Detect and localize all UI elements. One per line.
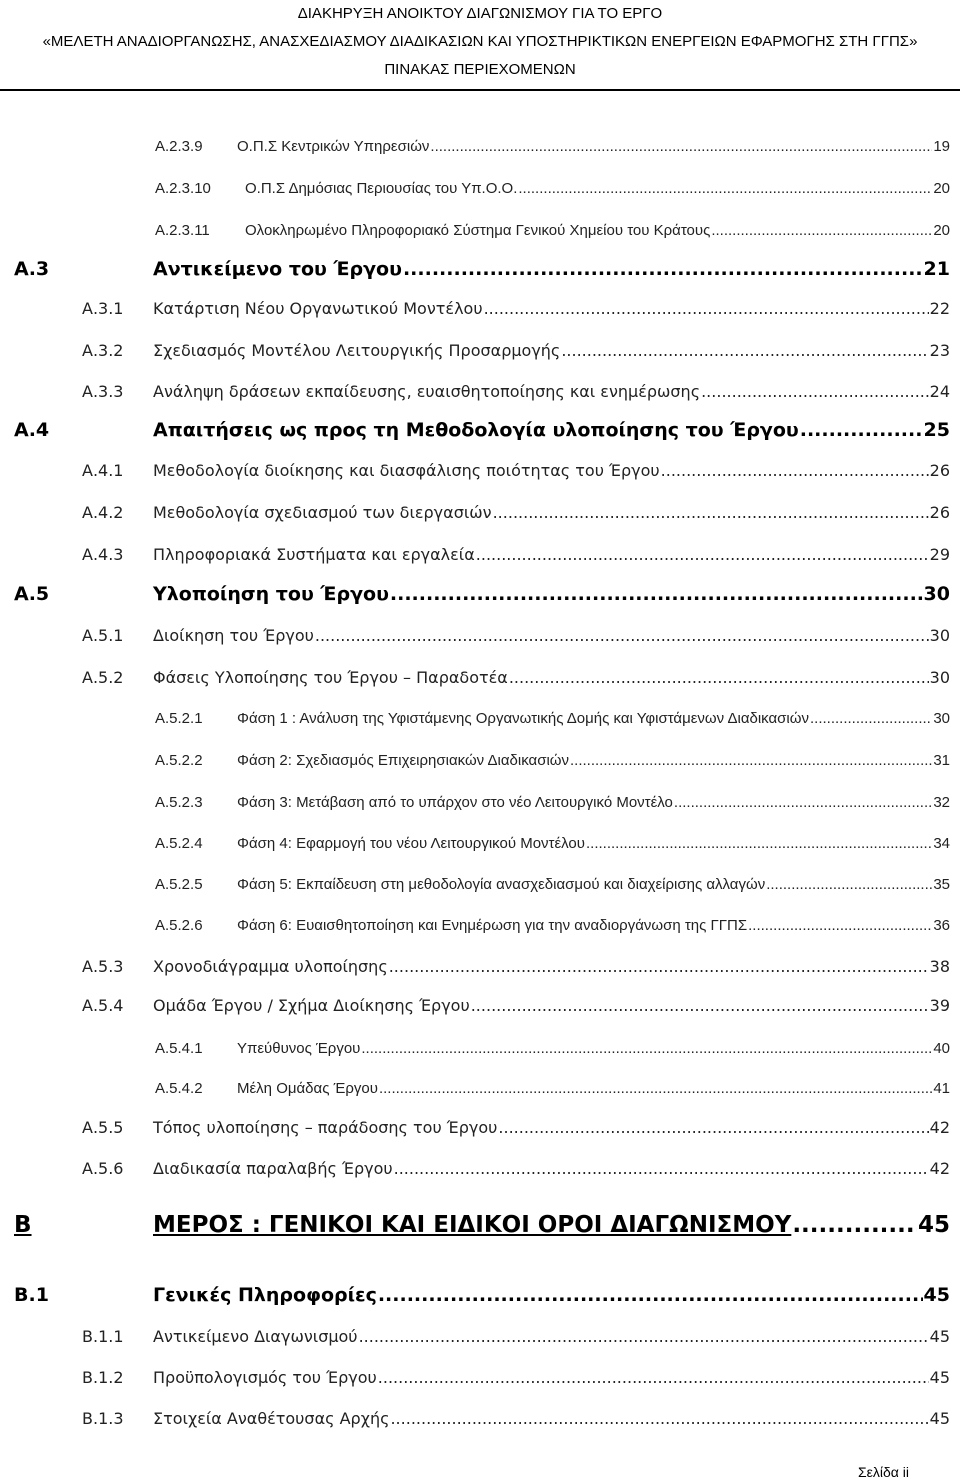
toc-entry-number: Β.1.1 bbox=[82, 1327, 124, 1346]
toc-dot-leader bbox=[390, 1409, 928, 1428]
toc-entry-number: Α.5.4.1 bbox=[155, 1040, 203, 1057]
toc-dot-leader bbox=[586, 835, 932, 852]
toc-entry[interactable] bbox=[14, 1212, 950, 1238]
toc-dot-leader bbox=[509, 668, 929, 687]
toc-entry[interactable] bbox=[155, 1080, 950, 1097]
toc-entry[interactable] bbox=[82, 1368, 950, 1387]
toc-entry-number: Α.3.3 bbox=[82, 382, 124, 401]
toc-dot-leader bbox=[518, 180, 932, 197]
document-header bbox=[0, 0, 960, 84]
toc-entry[interactable] bbox=[82, 1409, 950, 1428]
toc-entry-title: Πληροφοριακά Συστήματα και εργαλεία bbox=[153, 545, 475, 564]
toc-entry-page: 20 bbox=[933, 180, 950, 197]
toc-dot-leader bbox=[389, 957, 929, 976]
toc-dot-leader bbox=[378, 1368, 929, 1387]
toc-entry-title: Διοίκηση του Έργου bbox=[153, 626, 314, 645]
toc-dot-leader bbox=[674, 794, 932, 811]
toc-entry-page: 30 bbox=[923, 583, 950, 605]
toc-entry-title: Ανάληψη δράσεων εκπαίδευσης, ευαισθητοποίησης και ενημέρωσης bbox=[153, 382, 701, 401]
toc-entry-page: 38 bbox=[929, 957, 950, 976]
toc-entry-title: Φάση 6: Ευαισθητοποίηση και Ενημέρωση για την αναδιοργάνωση της ΓΓΠΣ bbox=[237, 917, 748, 934]
toc-dot-leader bbox=[484, 299, 929, 318]
toc-entry-number: Α.2.3.11 bbox=[155, 222, 210, 239]
toc-entry-title: Φάσεις Υλοποίησης του Έργου – Παραδοτέα bbox=[153, 668, 508, 687]
toc-entry[interactable] bbox=[82, 996, 950, 1015]
toc-entry-number: Α.5.5 bbox=[82, 1118, 124, 1137]
header-line-2: «ΜΕΛΕΤΗ ΑΝΑΔΙΟΡΓΑΝΩΣΗΣ, ΑΝΑΣΧΕΔΙΑΣΜΟΥ ΔΙΑΔΙΚΑΣΙΩΝ ΚΑΙ ΥΠΟΣΤΗΡΙΚΤΙΚΩΝ ΕΝΕΡΓΕΙΩΝ ΕΦΑΡΜΟΓΗΣ ΣΤΗ ΓΓΠΣ» bbox=[42, 33, 918, 50]
toc-entry[interactable] bbox=[82, 1118, 950, 1137]
toc-entry-page: 39 bbox=[929, 996, 950, 1015]
toc-dot-leader bbox=[471, 996, 929, 1015]
toc-entry-page: 26 bbox=[929, 503, 950, 522]
toc-entry-number: Α.2.3.10 bbox=[155, 180, 211, 197]
toc-entry-title: Γενικές Πληροφορίες bbox=[153, 1284, 377, 1306]
toc-entry-title: Μεθοδολογία σχεδιασμού των διεργασιών bbox=[153, 503, 492, 522]
toc-entry-page: 21 bbox=[923, 258, 950, 280]
toc-entry[interactable] bbox=[82, 461, 950, 480]
toc-entry-number: Α.3.2 bbox=[82, 341, 124, 360]
toc-entry-title: Κατάρτιση Νέου Οργανωτικού Μοντέλου bbox=[153, 299, 483, 318]
toc-entry[interactable] bbox=[155, 222, 950, 239]
toc-dot-leader bbox=[711, 222, 932, 239]
toc-dot-leader bbox=[378, 1284, 923, 1306]
toc-entry-page: 45 bbox=[929, 1368, 950, 1387]
toc-dot-leader bbox=[570, 752, 932, 769]
toc-entry-page: 45 bbox=[923, 1284, 950, 1306]
toc-entry-number: Α.5.3 bbox=[82, 957, 124, 976]
toc-dot-leader bbox=[748, 917, 932, 934]
toc-entry-page: 20 bbox=[933, 222, 950, 239]
toc-entry-page: 34 bbox=[933, 835, 950, 852]
toc-entry-number: Β.1 bbox=[14, 1284, 49, 1306]
toc-entry[interactable] bbox=[82, 382, 950, 401]
toc-entry-number: Α.4.3 bbox=[82, 545, 124, 564]
toc-dot-leader bbox=[361, 1040, 932, 1057]
toc-entry[interactable] bbox=[155, 876, 950, 893]
toc-entry-title: ΜΕΡΟΣ : ΓΕΝΙΚΟΙ ΚΑΙ ΕΙΔΙΚΟΙ ΟΡΟΙ ΔΙΑΓΩΝΙΣΜΟΥ bbox=[153, 1212, 792, 1238]
toc-entry-page: 23 bbox=[929, 341, 950, 360]
toc-entry-page: 30 bbox=[929, 668, 950, 687]
toc-entry-title: Τόπος υλοποίησης – παράδοσης του Έργου bbox=[153, 1118, 498, 1137]
toc-entry[interactable] bbox=[155, 180, 950, 197]
toc-entry-title: Μέλη Ομάδας Έργου bbox=[237, 1080, 378, 1097]
toc-entry-number: Α.5.2.2 bbox=[155, 752, 203, 769]
toc-dot-leader bbox=[561, 341, 928, 360]
toc-entry-page: 35 bbox=[933, 876, 950, 893]
toc-entry-number: Α.5.2 bbox=[82, 668, 124, 687]
toc-entry-title: Φάση 1 : Ανάλυση της Υφιστάμενης Οργανωτικής Δομής και Υφιστάμενων Διαδικασιών bbox=[237, 710, 809, 727]
toc-entry-number: Α.5.4 bbox=[82, 996, 124, 1015]
page-number-footer: Σελίδα ii bbox=[858, 1464, 910, 1480]
toc-entry-page: 25 bbox=[923, 419, 950, 441]
toc-entry-page: 29 bbox=[929, 545, 950, 564]
toc-entry-title: Ο.Π.Σ Δημόσιας Περιουσίας του Υπ.Ο.Ο. bbox=[245, 180, 518, 197]
toc-entry-page: 45 bbox=[929, 1327, 950, 1346]
toc-entry-number: Α.2.3.9 bbox=[155, 138, 203, 155]
toc-entry-page: 32 bbox=[933, 794, 950, 811]
toc-entry[interactable] bbox=[14, 258, 950, 280]
toc-entry-title: Υλοποίηση του Έργου bbox=[153, 583, 389, 605]
toc-entry[interactable] bbox=[82, 545, 950, 564]
toc-entry-number: Α.5.6 bbox=[82, 1159, 124, 1178]
toc-entry-title: Απαιτήσεις ως προς τη Μεθοδολογία υλοποίησης του Έργου bbox=[153, 419, 799, 441]
toc-entry[interactable] bbox=[82, 299, 950, 318]
toc-entry-number: Α.5 bbox=[14, 583, 50, 605]
toc-entry[interactable] bbox=[14, 583, 950, 605]
toc-dot-leader bbox=[766, 876, 932, 893]
toc-entry[interactable] bbox=[155, 794, 950, 811]
toc-entry-title: Φάση 3: Μετάβαση από το υπάρχον στο νέο Λειτουργικό Μοντέλο bbox=[237, 794, 673, 811]
toc-dot-leader bbox=[476, 545, 929, 564]
toc-entry-page: 26 bbox=[929, 461, 950, 480]
toc-entry[interactable] bbox=[155, 710, 950, 727]
toc-dot-leader bbox=[792, 1212, 917, 1238]
toc-entry[interactable] bbox=[82, 341, 950, 360]
toc-entry-page: 41 bbox=[933, 1080, 950, 1097]
toc-entry-title: Σχεδιασμός Μοντέλου Λειτουργικής Προσαρμογής bbox=[153, 341, 561, 360]
toc-entry-page: 45 bbox=[917, 1212, 950, 1238]
toc-entry-number: Α.4.2 bbox=[82, 503, 124, 522]
toc-dot-leader bbox=[394, 1159, 929, 1178]
toc-entry-title: Υπεύθυνος Έργου bbox=[237, 1040, 361, 1057]
toc-dot-leader bbox=[390, 583, 923, 605]
toc-entry[interactable] bbox=[155, 752, 950, 769]
toc-entry-title: Ομάδα Έργου / Σχήμα Διοίκησης Έργου bbox=[153, 996, 470, 1015]
toc-entry-number: Β.1.2 bbox=[82, 1368, 124, 1387]
toc-entry-title: Ο.Π.Σ Κεντρικών Υπηρεσιών bbox=[237, 138, 430, 155]
toc-entry-title: Μεθοδολογία διοίκησης και διασφάλισης ποιότητας του Έργου bbox=[153, 461, 660, 480]
toc-dot-leader bbox=[315, 626, 929, 645]
toc-entry-title: Χρονοδιάγραμμα υλοποίησης bbox=[153, 957, 388, 976]
toc-dot-leader bbox=[493, 503, 929, 522]
toc-entry-title: Προϋπολογισμός του Έργου bbox=[153, 1368, 377, 1387]
toc-entry-number: Β bbox=[14, 1212, 32, 1238]
toc-entry-number: Α.3.1 bbox=[82, 299, 124, 318]
toc-entry-number: Α.5.1 bbox=[82, 626, 124, 645]
toc-entry-number: Α.5.2.1 bbox=[155, 710, 203, 727]
toc-entry-page: 42 bbox=[929, 1159, 950, 1178]
toc-entry[interactable] bbox=[82, 957, 950, 976]
toc-entry-page: 42 bbox=[929, 1118, 950, 1137]
toc-entry-title: Φάση 5: Εκπαίδευση στη μεθοδολογία ανασχεδιασμού και διαχείρισης αλλαγών bbox=[237, 876, 766, 893]
toc-entry[interactable] bbox=[155, 917, 950, 934]
toc-entry-page: 30 bbox=[933, 710, 950, 727]
toc-entry-page: 40 bbox=[933, 1040, 950, 1057]
toc-entry-number: Α.3 bbox=[14, 258, 50, 280]
toc-entry-number: Β.1.3 bbox=[82, 1409, 124, 1428]
toc-entry-number: Α.4 bbox=[14, 419, 50, 441]
toc-entry-number: Α.5.4.2 bbox=[155, 1080, 203, 1097]
toc-entry-page: 24 bbox=[929, 382, 950, 401]
toc-entry-title: Αντικείμενο Διαγωνισμού bbox=[153, 1327, 358, 1346]
toc-entry[interactable] bbox=[82, 668, 950, 687]
toc-entry-number: Α.5.2.6 bbox=[155, 917, 203, 934]
toc-entry-number: Α.5.2.5 bbox=[155, 876, 203, 893]
toc-entry[interactable] bbox=[82, 1159, 950, 1178]
header-line-1: ΔΙΑΚΗΡΥΞΗ ΑΝΟΙΚΤΟΥ ΔΙΑΓΩΝΙΣΜΟΥ ΓΙΑ ΤΟ ΕΡΓΟ bbox=[297, 5, 663, 22]
toc-entry-title: Φάση 4: Εφαρμογή του νέου Λειτουργικού Μοντέλου bbox=[237, 835, 585, 852]
toc-entry-number: Α.5.2.4 bbox=[155, 835, 203, 852]
toc-dot-leader bbox=[403, 258, 923, 280]
toc-dot-leader bbox=[359, 1327, 929, 1346]
toc-dot-leader bbox=[810, 710, 932, 727]
toc-entry[interactable] bbox=[155, 835, 950, 852]
toc-entry[interactable] bbox=[82, 503, 950, 522]
toc-entry-title: Ολοκληρωμένο Πληροφοριακό Σύστημα Γενικού Χημείου του Κράτους bbox=[245, 222, 711, 239]
toc-entry-title: Αντικείμενο του Έργου bbox=[153, 258, 402, 280]
toc-entry-number: Α.4.1 bbox=[82, 461, 124, 480]
toc-entry-page: 22 bbox=[929, 299, 950, 318]
toc-entry-number: Α.5.2.3 bbox=[155, 794, 203, 811]
header-divider bbox=[0, 89, 960, 91]
toc-entry[interactable] bbox=[82, 626, 950, 645]
toc-dot-leader bbox=[498, 1118, 928, 1137]
toc-entry-page: 30 bbox=[929, 626, 950, 645]
toc-entry-title: Φάση 2: Σχεδιασμός Επιχειρησιακών Διαδικασιών bbox=[237, 752, 569, 769]
toc-dot-leader bbox=[800, 419, 923, 441]
toc-dot-leader bbox=[379, 1080, 932, 1097]
toc-entry-title: Στοιχεία Αναθέτουσας Αρχής bbox=[153, 1409, 390, 1428]
toc-entry[interactable] bbox=[155, 1040, 950, 1057]
toc-dot-leader bbox=[701, 382, 929, 401]
toc-entry[interactable] bbox=[82, 1327, 950, 1346]
toc-dot-leader bbox=[661, 461, 929, 480]
toc-entry[interactable] bbox=[155, 138, 950, 155]
header-toc-title: ΠΙΝΑΚΑΣ ΠΕΡΙΕΧΟΜΕΝΩΝ bbox=[384, 61, 576, 78]
toc-entry[interactable] bbox=[14, 1284, 950, 1306]
toc-entry-page: 31 bbox=[933, 752, 950, 769]
toc-entry-title: Διαδικασία παραλαβής Έργου bbox=[153, 1159, 393, 1178]
toc-dot-leader bbox=[430, 138, 932, 155]
toc-entry[interactable] bbox=[14, 419, 950, 441]
toc-entry-page: 19 bbox=[933, 138, 950, 155]
toc-entry-page: 36 bbox=[933, 917, 950, 934]
toc-entry-page: 45 bbox=[929, 1409, 950, 1428]
